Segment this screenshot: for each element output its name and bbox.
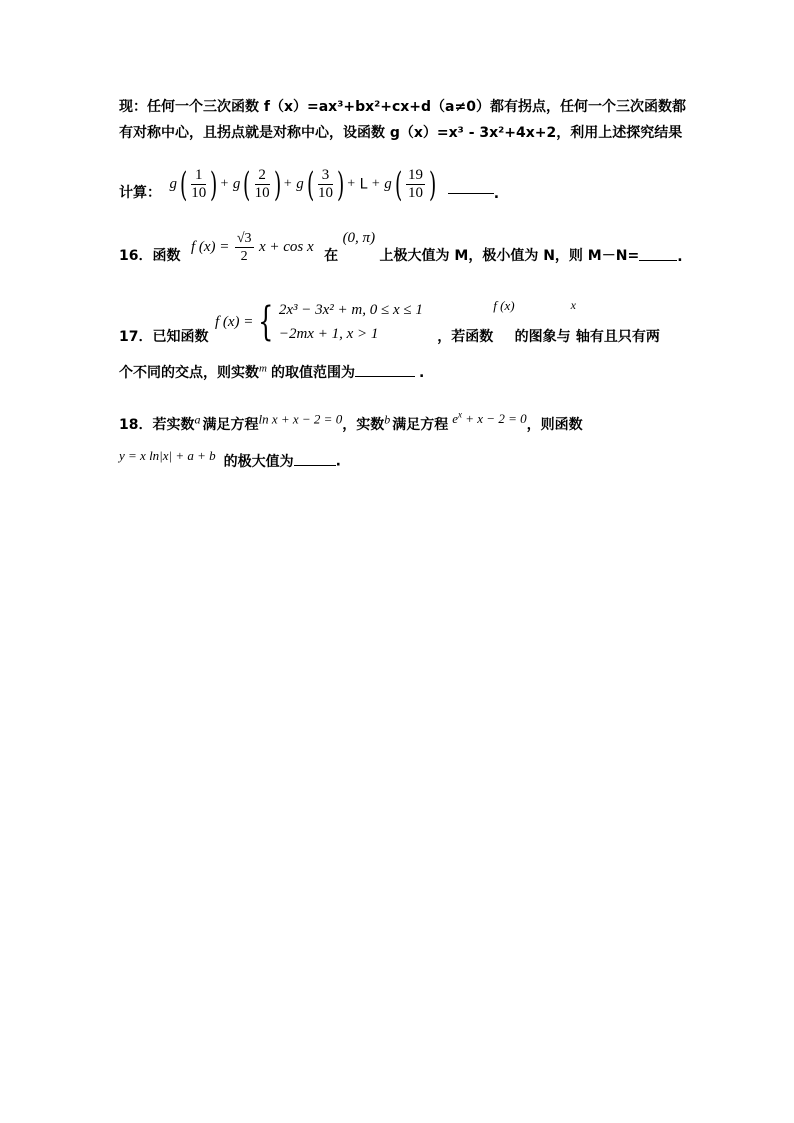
- p18-line2: y = x ln|x| + a + b 的极大值为 .: [119, 448, 341, 470]
- answer-blank-15[interactable]: [448, 193, 494, 194]
- calc-label: 计算：: [119, 185, 161, 201]
- frac-1-10: $\frac{1}{10}$: [191, 167, 207, 201]
- answer-blank-17[interactable]: [355, 376, 415, 377]
- p16-fx: f (x) =: [190, 239, 230, 255]
- p15-line2: 有对称中心，且拐点就是对称中心，设函数 g（x）=x³ - 3x²+4x+2，利用上述探究结果: [119, 125, 683, 141]
- ellipsis: L: [359, 176, 368, 193]
- frac-3-10: $\frac{3}{10}$: [318, 167, 333, 201]
- p18-eq1: ln x + x − 2 = 0: [258, 411, 343, 427]
- p18-line1: 18．若实数a 满足方程ln x + x − 2 = 0，实数b 满足方程 $e^x + x - 2 = 0$，则函数: [119, 410, 583, 433]
- answer-blank-18[interactable]: [294, 465, 336, 466]
- p17-fx: f (x) =: [214, 313, 254, 330]
- p17-cases: 2x³ − 3x² + m, 0 ≤ x ≤ 1 −2mx + 1, x > 1: [278, 302, 423, 342]
- p17-line2: 个不同的交点，则实数$^m$ 的取值范围为 .: [119, 362, 425, 381]
- p16-rest: x + cos x: [258, 239, 314, 255]
- p17-number: 17．已知函数: [119, 329, 209, 345]
- g-19: g: [384, 176, 392, 192]
- p18-yfun: y = x ln|x| + a + b: [119, 448, 216, 463]
- p16-interval: (0, π): [342, 230, 376, 246]
- g-2: g: [232, 176, 241, 192]
- p16-frac: $\frac{√3}{2}$: [236, 231, 252, 264]
- g-3: g: [296, 176, 304, 192]
- p16: 16．函数 f (x) = $\frac{√3}{2}$ x + cos x 在 (0, π) 上极大值为 M，极小值为 N，则 M－N= .: [119, 230, 683, 265]
- g-1: g: [169, 176, 177, 192]
- p18-eq2: $e^x + x - 2 = 0$: [452, 410, 527, 427]
- answer-blank-16[interactable]: [639, 260, 677, 261]
- frac-2-10: $\frac{2}{10}$: [254, 167, 270, 201]
- p17: 17．已知函数 f (x) = { 2x³ − 3x² + m, 0 ≤ x ≤ 1 −2mx + 1, x > 1 ，若函数f (x)的图象与x轴有且只有两: [119, 298, 660, 345]
- p15-line1: 现：任何一个三次函数 f（x）=ax³+bx²+cx+d（a≠0）都有拐点，任何一个三次函数都: [119, 99, 686, 115]
- frac-19-10: $\frac{19}{10}$: [408, 167, 424, 201]
- p15-expression: 计算： g( $\frac{1}{10}$ ) + g( $\frac{2}{10}$ ) + g( $\frac{3}{10}$ ) + L + g( $\frac{19}{10}$ ) .: [119, 164, 500, 205]
- p16-number: 16．函数: [119, 248, 181, 264]
